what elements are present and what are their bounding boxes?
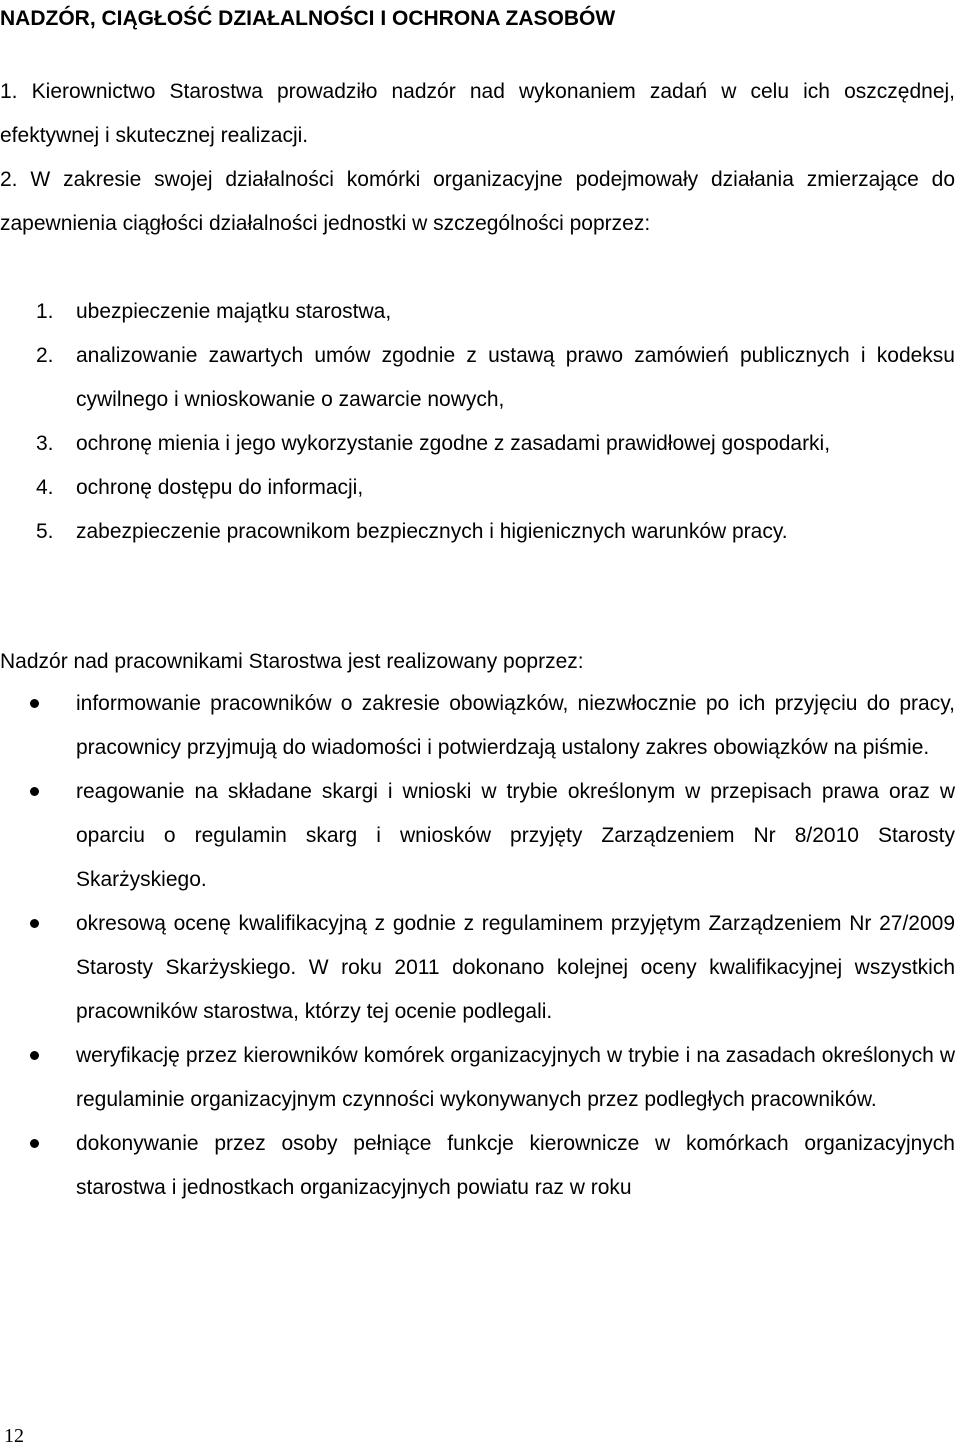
bullet-icon (0, 1122, 76, 1210)
list-item (36, 510, 955, 554)
bullet-icon (0, 902, 76, 1034)
section-heading: NADZÓR, CIĄGŁOŚĆ DZIAŁALNOŚCI I OCHRONA ZASOBÓW (0, 7, 616, 30)
section-number: 2. (0, 168, 18, 191)
bullet-icon (0, 770, 76, 902)
list-text: ochronę mienia i jego wykorzystanie zgodne z zasadami prawidłowej gospodarki, (76, 432, 831, 455)
bullet-list (0, 682, 955, 1210)
bullet-text: okresową ocenę kwalifikacyjną z godnie z regulaminem przyjętym Zarządzeniem Nr 27/2009 Starosty Skarżyskiego. W roku 2011 dokonano kolejnej oceny kwalifikacyjnej wszystkich pracowników starostwa, którzy tej ocenie podlegali. (76, 912, 955, 1023)
section-text: Kierownictwo Starostwa prowadziło nadzór nad wykonaniem zadań w celu ich oszczędnej, efektywnej i skutecznej realizacji. (0, 80, 955, 147)
bullet-item (0, 1034, 955, 1122)
bullet-text: dokonywanie przez osoby pełniące funkcje kierownicze w komórkach organizacyjnych starostwa i jednostkach organizacyjnych powiatu raz w roku (76, 1132, 955, 1199)
intro-text: Nadzór nad pracownikami Starostwa jest realizowany poprzez: (0, 650, 584, 673)
section-item-1 (0, 70, 955, 158)
bullet-item (0, 770, 955, 902)
list-item (36, 422, 955, 466)
list-item (36, 466, 955, 510)
list-text: ochronę dostępu do informacji, (76, 476, 364, 499)
list-item (36, 334, 955, 422)
bullet-item (0, 902, 955, 1034)
list-item (36, 290, 955, 334)
list-number: 4. (36, 476, 54, 499)
list-number: 1. (36, 300, 54, 323)
bullet-text: informowanie pracowników o zakresie obowiązków, niezwłocznie po ich przyjęciu do pracy, pracownicy przyjmują do wiadomości i potwierdzają ustalony zakres obowiązków na piśmie. (76, 692, 955, 759)
list-text: ubezpieczenie majątku starostwa, (76, 300, 392, 323)
list-number: 2. (36, 344, 54, 367)
section-number: 1. (0, 80, 18, 103)
list-text: analizowanie zawartych umów zgodnie z ustawą prawo zamówień publicznych i kodeksu cywilnego i wnioskowanie o zawarcie nowych, (76, 344, 955, 411)
section-item-2 (0, 158, 955, 246)
numbered-sub-list (36, 290, 955, 554)
bullet-icon (0, 1034, 76, 1122)
list-number: 5. (36, 520, 54, 543)
bullet-text: reagowanie na składane skargi i wnioski w trybie określonym w przepisach prawa oraz w oparciu o regulamin skarg i wniosków przyjęty Zarządzeniem Nr 8/2010 Starosty Skarżyskiego. (76, 780, 955, 891)
section-paragraph (0, 70, 955, 158)
section-text: W zakresie swojej działalności komórki organizacyjne podejmowały działania zmierzające do zapewnienia ciągłości działalności jednostki w szczególności poprzez: (0, 168, 955, 235)
list-number: 3. (36, 432, 54, 455)
section-paragraph (0, 158, 955, 246)
bullet-item (0, 1122, 955, 1210)
bullet-text: weryfikację przez kierowników komórek organizacyjnych w trybie i na zasadach określonych w regulaminie organizacyjnym czynności wykonywanych przez podległych pracowników. (76, 1044, 955, 1111)
list-text: zabezpieczenie pracownikom bezpiecznych i higienicznych warunków pracy. (76, 520, 788, 543)
page-number: 12 (4, 1425, 24, 1447)
bullet-item (0, 682, 955, 770)
bullet-icon (0, 682, 76, 770)
